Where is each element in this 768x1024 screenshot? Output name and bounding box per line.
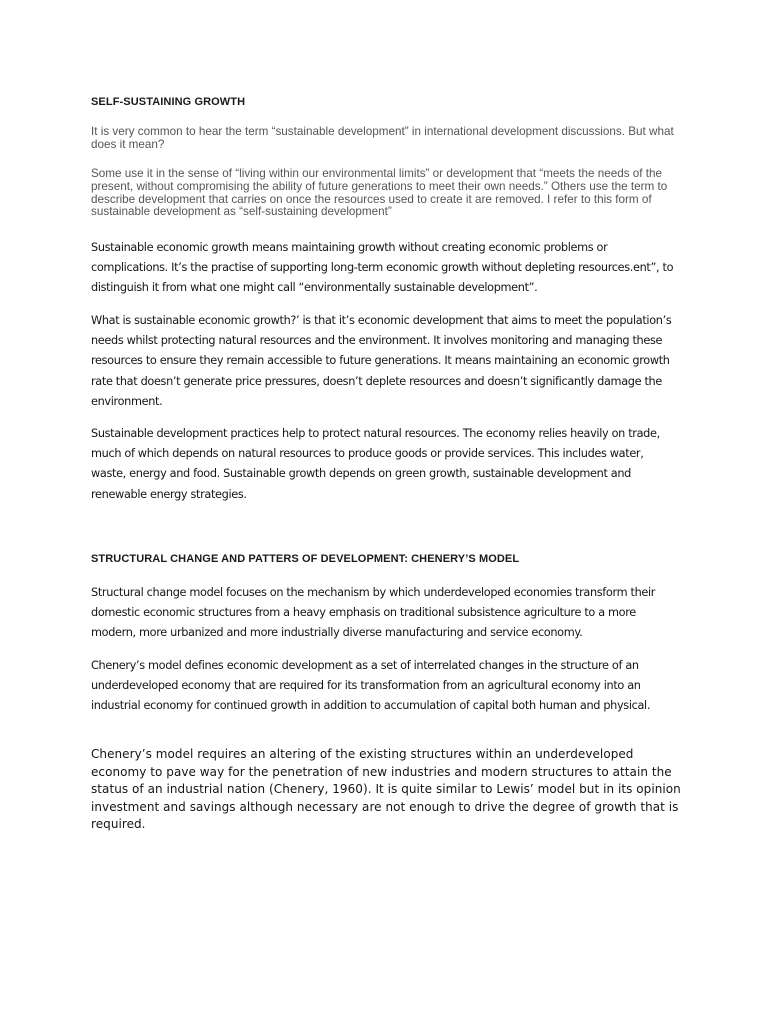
chenery-requirements-paragraph: Chenery’s model requires an altering of the existing structures within an underdeveloped economy to pave way for the penetration of new industries and modern structures to attain the status of an industrial nation (Chenery, 1960). It is quite similar to Lewis’ model but in its opinion investment and savings although necessary are not enough to drive the degree of growth that is required. [91,747,681,832]
definition-paragraph: Some use it in the sense of “living within our environmental limits” or development that “meets the needs of the present, without compromising the ability of future generations to meet their own needs.” Others use the term to describe development that carries on once the resources used to create it are removed. I refer to this form of sustainable development as “self-sustaining development” [91,167,668,219]
what-is-growth-paragraph: What is sustainable economic growth?’ is that it’s economic development that aims to meet the population’s needs whilst protecting natural resources and the environment. It involves monitoring and managing these resources to ensure they remain accessible to future generations. It means maintaining an economic growth rate that doesn’t generate price pressures, doesn’t deplete resources and doesn’t significantly damage the environment. [91,314,672,408]
intro-paragraph: It is very common to hear the term “sustainable development” in international development discussions. But what does it mean? [91,125,674,151]
practices-paragraph: Sustainable development practices help to protect natural resources. The economy relies heavily on trade, much of which depends on natural resources to produce goods or provide services. This includes water, waste, energy and food. Sustainable growth depends on green growth, sustainable development and renewable energy strategies. [91,427,660,501]
heading-self-sustaining-growth: SELF-SUSTAINING GROWTH [91,96,246,108]
structural-change-paragraph: Structural change model focuses on the mechanism by which underdeveloped economies transform their domestic economic structures from a heavy emphasis on traditional subsistence agriculture to a more modern, more urbanized and more industrially diverse manufacturing and service economy. [91,586,656,640]
sustainable-growth-paragraph: Sustainable economic growth means maintaining growth without creating economic problems or complications. It’s the practise of supporting long-term economic growth without depleting resources.ent”, to distinguish it from what one might call “environmentally sustainable development”. [91,241,674,295]
heading-chenery-model: STRUCTURAL CHANGE AND PATTERS OF DEVELOPMENT: CHENERY’S MODEL [91,553,520,565]
chenery-definition-paragraph: Chenery’s model defines economic development as a set of interrelated changes in the structure of an underdeveloped economy that are required for its transformation from an agricultural economy into an industrial economy for continued growth in addition to accumulation of capital both human and physical. [91,659,651,713]
